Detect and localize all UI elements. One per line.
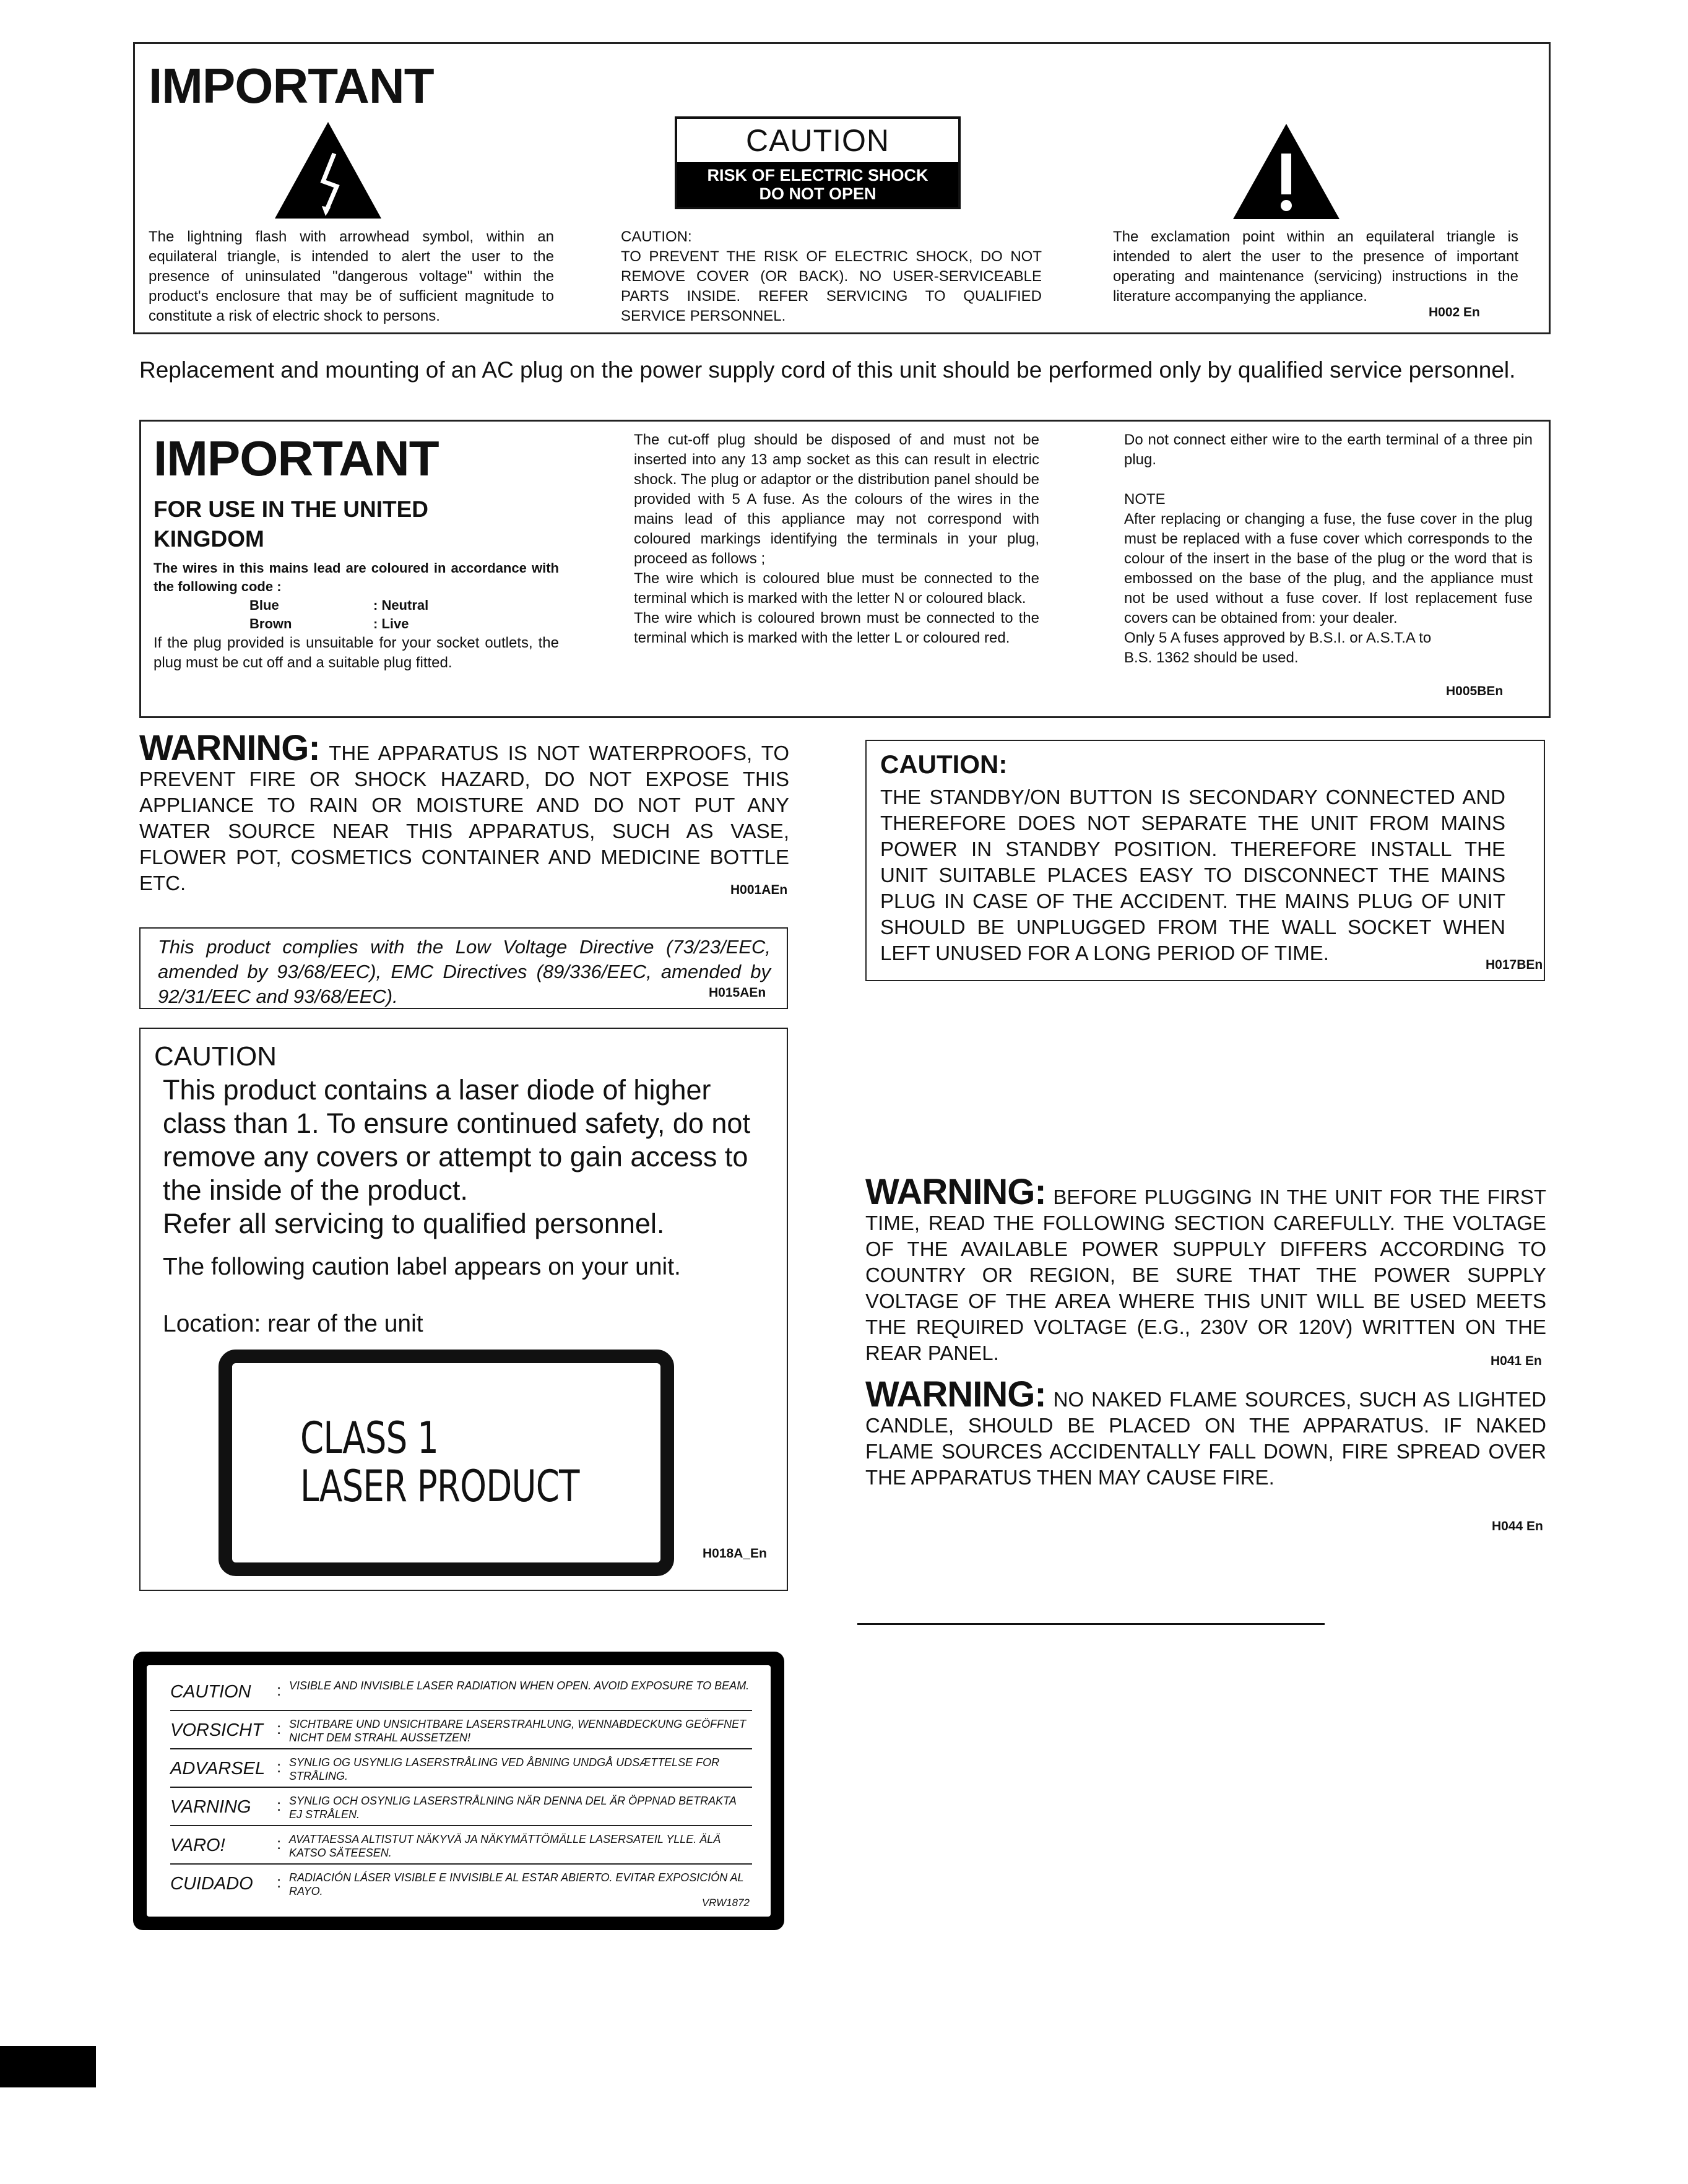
- multilang-message: SYNLIG OG USYNLIG LASERSTRÅLING VED ÅBNING UNDGÅ UDSÆTTELSE FOR STRÅLING.: [289, 1756, 720, 1782]
- plug-unsuitable-text: If the plug provided is unsuitable for your socket outlets, the plug must be cut off and a suitable plug fitted.: [154, 635, 559, 671]
- warning-water-code: H001AEn: [730, 883, 788, 897]
- laser-caution-title: CAUTION: [154, 1041, 277, 1072]
- multilang-language: ADVARSEL: [170, 1759, 266, 1779]
- uk-left-column: [154, 559, 559, 673]
- note-label: NOTE: [1124, 491, 1166, 508]
- multilang-label-inner: [147, 1665, 771, 1917]
- top-important-box: [133, 42, 1551, 334]
- caution-label: CAUTION:: [621, 228, 692, 245]
- multilang-colon: :: [277, 1757, 282, 1776]
- multilang-row: [170, 1711, 752, 1749]
- uk-box-code: H005BEn: [1446, 684, 1504, 698]
- brown-wire-text: The wire which is coloured brown must be connected to the terminal which is marked with the letter L or coloured red.: [634, 610, 1039, 646]
- caution-description: [621, 227, 1042, 326]
- fuse-cover-text: After replacing or changing a fuse, the fuse cover in the plug must be replaced with a fuse cover which corresponds to the colour of the insert in the base of the plug or the word that is embossed on the base of the plug, and the appliance must not be used without a fuse cover. If lost replacement fuse covers can be obtained from: your dealer.: [1124, 511, 1533, 626]
- earth-terminal-text: Do not connect either wire to the earth terminal of a three pin plug.: [1124, 431, 1533, 468]
- wire-row-blue: [154, 596, 559, 615]
- multilang-message: SYNLIG OCH OSYNLIG LASERSTRÅLNING NÄR DENNA DEL ÄR ÖPPNAD BETRAKTA EJ STRÅLEN.: [289, 1795, 737, 1821]
- multilang-laser-label: [133, 1652, 784, 1930]
- laser-caution-text: This product contains a laser diode of higher class than 1. To ensure continued safety, do not remove any covers or attempt to gain access to the inside of the product.: [163, 1074, 750, 1206]
- multilang-message: SICHTBARE UND UNSICHTBARE LASERSTRAHLUNG, WENNABDECKUNG GEÖFFNET NICHT DEM STRAHL AUSSETZEN!: [289, 1718, 747, 1744]
- uk-middle-column: [634, 430, 1039, 648]
- laser-servicing-text: Refer all servicing to qualified personnel.: [163, 1208, 665, 1239]
- warning-voltage-body: [865, 1172, 1546, 1366]
- multilang-row: [170, 1826, 752, 1865]
- wire-brown-role: : Live: [373, 616, 409, 631]
- multilang-language: CUIDADO: [170, 1874, 253, 1894]
- wire-blue-role: : Neutral: [373, 597, 429, 613]
- lightning-warning-icon: [272, 119, 384, 222]
- uk-important-title: IMPORTANT: [154, 431, 439, 486]
- multilang-message: VISIBLE AND INVISIBLE LASER RADIATION WHEN OPEN. AVOID EXPOSURE TO BEAM.: [289, 1679, 750, 1692]
- page-tab: [0, 2046, 96, 2087]
- wire-row-brown: [154, 615, 559, 633]
- wires-intro: The wires in this mains lead are coloured in accordance with the following code :: [154, 560, 559, 594]
- warning-flame-code: H044 En: [1492, 1519, 1543, 1533]
- warning-water-title: WARNING:: [139, 728, 320, 768]
- caution-banner-line2: DO NOT OPEN: [759, 184, 876, 203]
- caution-banner-title: CAUTION: [746, 123, 889, 158]
- multilang-colon: :: [277, 1873, 282, 1891]
- laser-caution-box: [139, 1028, 788, 1591]
- multilang-language: VARNING: [170, 1797, 251, 1817]
- uk-subtitle: FOR USE IN THE UNITED KINGDOM: [154, 496, 429, 552]
- warning-flame-title: WARNING:: [865, 1374, 1046, 1415]
- warning-water-text: THE APPARATUS IS NOT WATERPROOFS, TO PREVENT FIRE OR SHOCK HAZARD, DO NOT EXPOSE THIS APPLIANCE TO RAIN OR MOISTURE AND DO NOT PUT ANY WATER SOURCE NEAR THIS APPARATUS, SUCH AS VASE, FLOWER POT, COSMETICS CONTAINER AND MEDICINE BOTTLE ETC.: [139, 742, 789, 895]
- warning-flame-text: NO NAKED FLAME SOURCES, SUCH AS LIGHTED CANDLE, SHOULD BE PLACED ON THE APPARATUS. IF NAKED FLAME SOURCES ACCIDENTALLY FALL DOWN, FIRE SPREAD OVER THE APPARATUS THEN MAY CAUSE FIRE.: [865, 1388, 1546, 1489]
- warning-flame-body: [865, 1374, 1546, 1491]
- multilang-language: CAUTION: [170, 1682, 251, 1702]
- caution-banner-line1: RISK OF ELECTRIC SHOCK: [707, 166, 928, 184]
- class1-line1: CLASS 1: [300, 1413, 439, 1463]
- divider-line: [857, 1623, 1325, 1625]
- lightning-description: The lightning flash with arrowhead symbol, within an equilateral triangle, is intended to alert the user to the presence of uninsulated "dangerous voltage" within the product's enclosure that may be of sufficient magnitude to constitute a risk of electric shock to persons.: [149, 228, 554, 324]
- top-box-code: H002 En: [1429, 305, 1480, 319]
- multilang-row: [170, 1865, 752, 1902]
- multilang-language: VORSICHT: [170, 1720, 263, 1740]
- uk-right-column: [1124, 430, 1533, 668]
- caution-banner: [675, 116, 961, 209]
- warning-water-body: [139, 728, 789, 896]
- directive-text: This product complies with the Low Voltage Directive (73/23/EEC, amended by 93/68/EEC), EMC Directives (89/336/EEC, amended by 92/31/EEC and 93/68/EEC).: [158, 936, 771, 1007]
- warning-voltage-code: H041 En: [1491, 1354, 1542, 1368]
- multilang-message: RADIACIÓN LÁSER VISIBLE E INVISIBLE AL ESTAR ABIERTO. EVITAR EXPOSICIÓN AL RAYO.: [289, 1871, 744, 1897]
- multilang-rows: [170, 1673, 752, 1902]
- laser-label-text: The following caution label appears on your unit.: [163, 1254, 681, 1280]
- multilang-colon: :: [277, 1719, 282, 1738]
- laser-location-text: Location: rear of the unit: [163, 1311, 423, 1337]
- warning-flame-section: [865, 1374, 1546, 1533]
- standby-caution-box: [865, 740, 1545, 981]
- directive-box: [139, 927, 788, 1009]
- standby-caution-text: THE STANDBY/ON BUTTON IS SECONDARY CONNECTED AND THEREFORE DOES NOT SEPARATE THE UNIT FROM MAINS POWER IN STANDBY POSITION. THEREFORE INSTALL THE UNIT SUITABLE PLACES EASY TO DISCONNECT THE MAINS PLUG IN CASE OF THE ACCIDENT. THE MAINS PLUG OF UNIT SHOULD BE UNPLUGGED FROM THE WALL SOCKET WHEN LEFT UNUSED FOR A LONG PERIOD OF TIME.: [880, 786, 1505, 964]
- multilang-colon: :: [277, 1834, 282, 1853]
- fuse-approval-text: Only 5 A fuses approved by B.S.I. or A.S.T.A to B.S. 1362 should be used.: [1124, 630, 1432, 666]
- exclamation-warning-icon: [1231, 121, 1342, 222]
- multilang-message: AVATTAESSA ALTISTUT NÄKYVÄ JA NÄKYMÄTTÖMÄLLE LASERSATEIL YLLE. ÄLÄ KATSO SÄTEESEN.: [289, 1833, 721, 1859]
- multilang-colon: :: [277, 1796, 282, 1814]
- cutoff-plug-text: The cut-off plug should be disposed of and must not be inserted into any 13 amp socket as this can result in electric shock. The plug or adaptor or the distribution panel should be provided with 5 A fuse. As the colours of the wires in the mains lead of this appliance may not correspond with coloured markings identifying the terminals in your plug, proceed as follows ;: [634, 431, 1039, 567]
- class1-line2: LASER PRODUCT: [300, 1461, 579, 1512]
- caution-banner-subtitle: [677, 162, 958, 207]
- directive-code: H015AEn: [709, 986, 766, 1000]
- standby-caution-code: H017BEn: [1486, 958, 1543, 972]
- uk-important-box: [139, 420, 1551, 718]
- warning-voltage-text: BEFORE PLUGGING IN THE UNIT FOR THE FIRST TIME, READ THE FOLLOWING SECTION CAREFULLY. THE VOLTAGE OF THE AVAILABLE POWER SUPPULY DIFFERS ACCORDING TO COUNTRY OR REGION, BE SURE THAT THE POWER SUPPLY VOLTAGE OF THE AREA WHERE THIS UNIT WILL BE USED MEETS THE REQUIRED VOLTAGE (E.G., 230V OR 120V) WRITTEN ON THE REAR PANEL.: [865, 1185, 1546, 1364]
- warning-water-section: [139, 728, 789, 897]
- important-title: IMPORTANT: [149, 58, 434, 113]
- caution-text: TO PREVENT THE RISK OF ELECTRIC SHOCK, DO NOT REMOVE COVER (OR BACK). NO USER-SERVICEABLE PARTS INSIDE. REFER SERVICING TO QUALIFIED SERVICE PERSONNEL.: [621, 248, 1042, 324]
- exclamation-description: The exclamation point within an equilateral triangle is intended to alert the user to the presence of important operating and maintenance (servicing) instructions in the literature accompanying the appliance.: [1113, 228, 1518, 305]
- replacement-notice: Replacement and mounting of an AC plug on the power supply cord of this unit should be performed only by qualified service personnel.: [139, 357, 1516, 383]
- class1-laser-label: [219, 1350, 674, 1576]
- warning-voltage-title: WARNING:: [865, 1172, 1046, 1212]
- multilang-row: [170, 1673, 752, 1711]
- wire-blue-color: Blue: [249, 597, 279, 613]
- multilang-row: [170, 1749, 752, 1788]
- standby-caution-title: CAUTION:: [880, 750, 1008, 779]
- warning-voltage-section: [865, 1172, 1546, 1368]
- wire-brown-color: Brown: [249, 616, 292, 631]
- multilang-colon: :: [277, 1681, 282, 1699]
- multilang-row: [170, 1788, 752, 1826]
- laser-caution-code: H018A_En: [703, 1546, 767, 1561]
- multilang-language: VARO!: [170, 1835, 225, 1855]
- multilang-code: VRW1872: [701, 1897, 750, 1909]
- blue-wire-text: The wire which is coloured blue must be connected to the terminal which is marked with the letter N or coloured black.: [634, 570, 1039, 607]
